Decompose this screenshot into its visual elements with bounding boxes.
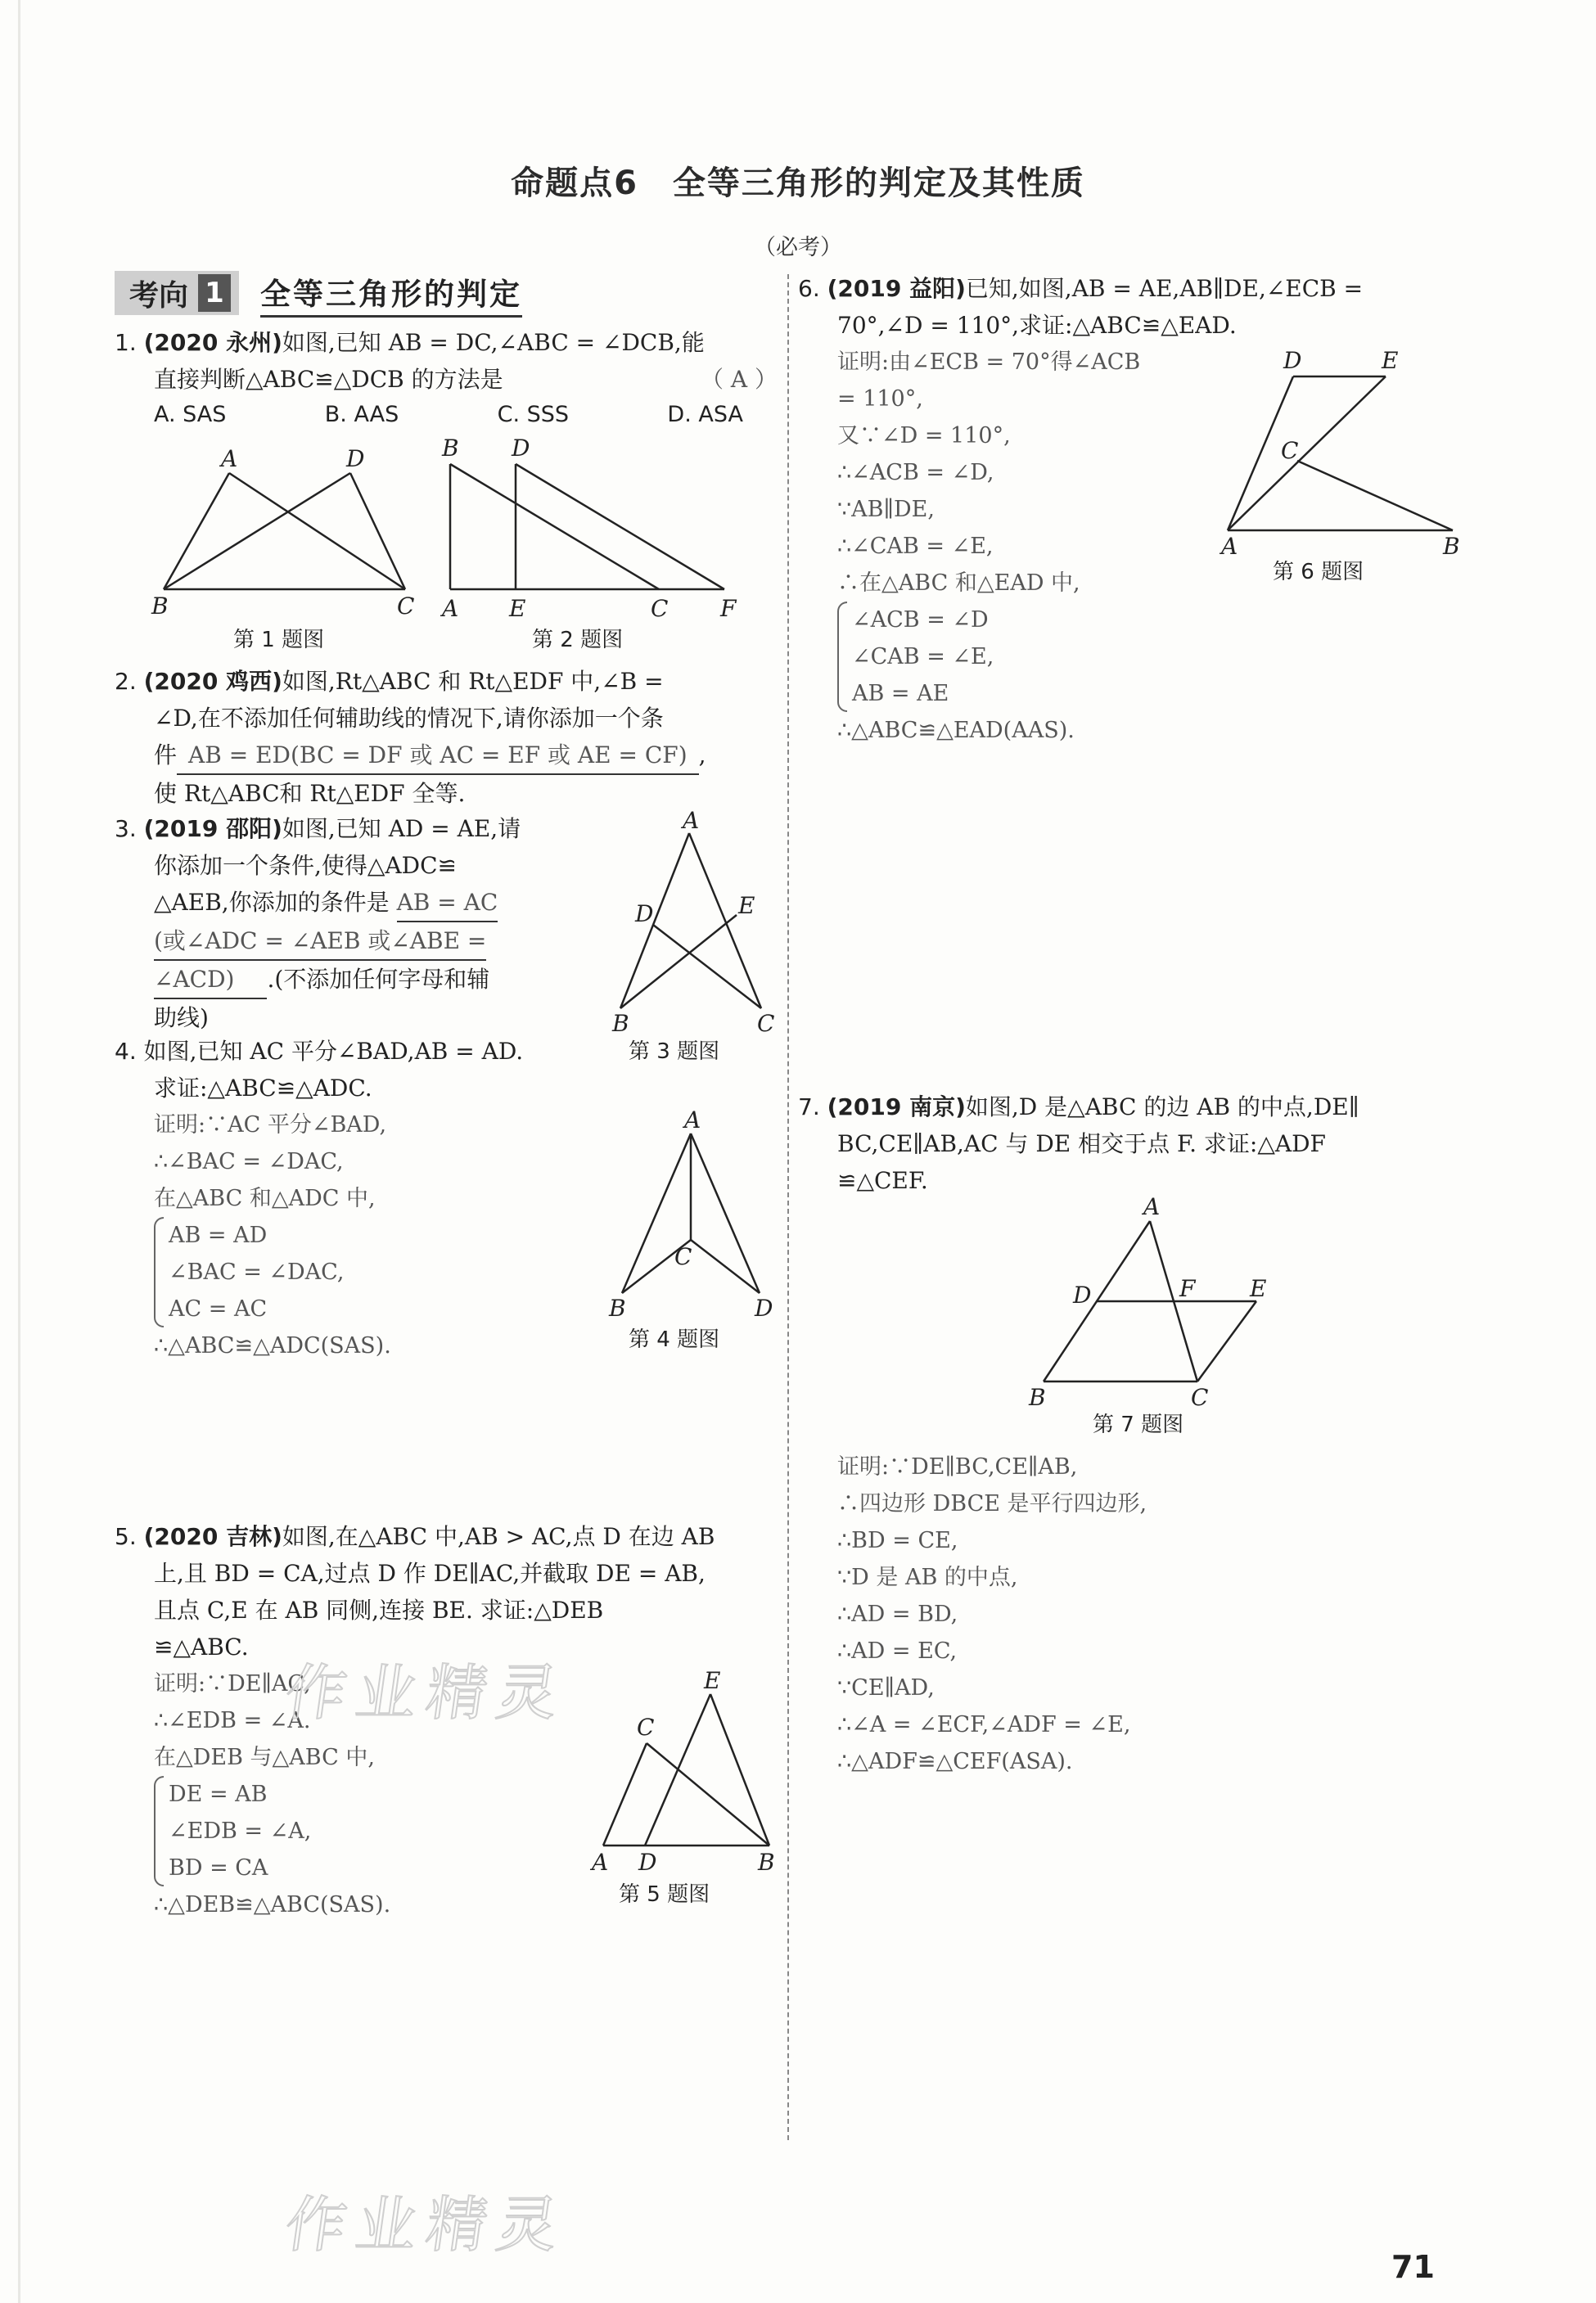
problem-text: ≌△ABC. [154,1634,249,1661]
label: F [720,595,737,622]
label: A [592,1849,609,1876]
proof-line: 在△ABC 和△ADC 中, [154,1186,376,1211]
problem-number: 6. [798,275,820,302]
section-title: 全等三角形的判定 [260,269,522,318]
label: B [758,1849,775,1876]
problem-text: 直接判断△ABC≌△DCB 的方法是 [154,366,503,393]
problem-1 [115,324,778,432]
problem-4 [115,1033,606,1364]
proof-conclusion: ∴△ABC≌△ADC(SAS). [154,1333,391,1359]
problem-7-proof [798,1449,1410,1780]
label: B [442,435,459,462]
watermark: 作业精灵 [281,2190,573,2260]
figure-caption: 第 4 题图 [629,1327,720,1352]
proof-line: ∴∠A = ∠ECF,∠ADF = ∠E, [837,1712,1131,1737]
problem-text: 如图,已知 AB = DC,∠ABC = ∠DCB,能 [282,329,705,356]
label: D [1073,1282,1092,1309]
label: C [1281,437,1299,464]
proof-conclusion: ∴△DEB≌△ABC(SAS). [154,1892,391,1918]
problem-source: (2020 永州) [143,329,282,356]
watermark: 作业精灵 [281,1658,573,1728]
answer-blank: AB = AC [397,884,498,922]
label: E [738,892,755,919]
proof-line: AB = AD [169,1223,268,1248]
proof-line: AC = AC [169,1296,268,1322]
proof-line: ∴BD = CE, [837,1528,958,1553]
problem-text: △AEB,你添加的条件是 [154,889,390,916]
brace-group [154,1217,606,1327]
problem-text: 如图,D 是△ABC 的边 AB 的中点,DE∥ [965,1093,1359,1120]
label: A [1221,533,1238,560]
figure-5 [589,1661,786,1915]
proof-conclusion: ∴△ABC≌△EAD(AAS). [837,718,1075,743]
proof-line: BD = CA [169,1855,268,1881]
left-column [115,270,778,432]
figure-caption: 第 2 题图 [532,628,624,652]
option-d: D. ASA [667,402,743,427]
figure-1 [147,442,426,655]
label: D [635,900,654,927]
problem-number: 2. [115,668,137,695]
proof-line: ∠EDB = ∠A, [169,1819,312,1844]
answer-blank: ∠ACD) [154,961,267,999]
label: B [151,593,169,620]
proof-line: ∴∠BAC = ∠DAC, [154,1149,344,1174]
label: C [674,1243,692,1270]
label: C [1191,1384,1209,1411]
proof-line: ∠ACB = ∠D [852,607,989,633]
label: A [684,1106,701,1133]
problem-number: 5. [115,1523,137,1550]
page-number: 71 [1391,2249,1435,2285]
figure-caption: 第 7 题图 [1093,1413,1184,1437]
page-edge [18,0,20,2303]
proof-line: 证明:由∠ECB = 70°得∠ACB [837,349,1141,375]
label: D [1283,347,1302,374]
label: E [704,1667,721,1694]
proof-line: 证明:∵AC 平分∠BAD, [154,1112,387,1138]
problem-text: , [698,741,706,768]
problem-source: (2019 邵阳) [143,815,282,842]
label: B [609,1295,626,1322]
column-divider [787,274,789,2140]
problem-text: 使 Rt△ABC和 Rt△EDF 全等. [154,780,466,807]
proof-line: ∠CAB = ∠E, [852,644,994,669]
figure-7 [1027,1197,1281,1442]
label: D [346,445,365,472]
label: A [442,595,459,622]
brace-icon [154,1776,164,1886]
answer-blank: AB = ED(BC = DF 或 AC = EF 或 AE = CF) [177,737,699,775]
figure-6 [1211,340,1473,593]
label: F [1179,1275,1196,1302]
problem-text: ∠D,在不添加任何辅助线的情况下,请你添加一个条 [154,705,664,732]
proof-line: ∠BAC = ∠DAC, [169,1260,345,1285]
proof-line: 证明:∵DE∥AC, [154,1671,311,1697]
problem-source: (2019 益阳) [827,275,966,302]
brace-group [837,602,1214,712]
label: C [637,1714,655,1741]
proof-line: ∴∠ACB = ∠D, [837,460,994,485]
section-header [115,270,778,316]
proof-line: ∴∠CAB = ∠E, [837,534,994,559]
problem-text: 上,且 BD = CA,过点 D 作 DE∥AC,并截取 DE = AB, [154,1560,706,1587]
proof-line: ∴∠EDB = ∠A. [154,1708,311,1733]
label: B [612,1010,629,1037]
figure-caption: 第 6 题图 [1273,560,1364,584]
figure-caption: 第 5 题图 [619,1882,710,1907]
label: C [397,593,415,620]
problem-text: 求证:△ABC≌△ADC. [154,1075,372,1102]
label: D [755,1295,773,1322]
problem-number: 7. [798,1093,820,1120]
option-b: B. AAS [324,402,399,427]
options [115,398,743,432]
option-c: C. SSS [497,402,570,427]
problem-source: (2020 吉林) [143,1523,282,1550]
problem-source: (2019 南京) [827,1093,966,1120]
problem-text: 如图,已知 AC 平分∠BAD,AB = AD. [143,1038,524,1065]
page-title: 命题点6 全等三角形的判定及其性质 [511,164,1085,202]
badge-number: 1 [198,274,231,312]
figure-2 [434,430,745,655]
proof-line: AB = AE [852,681,949,706]
proof-line: ∴AD = BD, [837,1602,958,1627]
problem-text: 已知,如图,AB = AE,AB∥DE,∠ECB = [965,275,1364,302]
proof-line: 证明:∵DE∥BC,CE∥AB, [837,1454,1078,1480]
problem-text: 如图,已知 AD = AE,请 [282,815,521,842]
figure-caption: 第 1 题图 [233,628,325,652]
brace-icon [154,1217,164,1327]
figure-caption: 第 3 题图 [629,1039,720,1064]
page-subtitle: （必考） [754,235,842,260]
label: D [512,435,530,462]
problem-3 [115,810,606,1036]
label: B [1029,1384,1046,1411]
problem-number: 4. [115,1038,137,1065]
problem-text: 件 [154,741,178,768]
option-a: A. SAS [154,402,227,427]
problem-text: .(不添加任何字母和辅 [267,966,490,993]
problem-text: 70°,∠D = 110°,求证:△ABC≌△EAD. [837,312,1237,339]
figure-4 [604,1105,784,1359]
problem-text: BC,CE∥AB,AC 与 DE 相交于点 F. 求证:△ADF [837,1130,1326,1157]
proof-line: ∴△ADF≌△CEF(ASA). [837,1749,1073,1774]
badge-label: 考向 [129,278,189,313]
label: B [1443,533,1460,560]
section-badge [115,271,239,315]
label: E [509,595,526,622]
proof-line: ∵D 是 AB 的中点, [837,1565,1018,1590]
problem-text: 如图,Rt△ABC 和 Rt△EDF 中,∠B = [282,668,664,695]
problem-number: 3. [115,815,137,842]
problem-text: ≌△CEF. [837,1167,928,1194]
proof-line: 在△DEB 与△ABC 中, [154,1745,375,1770]
problem-number: 1. [115,329,137,356]
label: E [1250,1275,1267,1302]
problem-text: 如图,在△ABC 中,AB > AC,点 D 在边 AB [282,1523,715,1550]
label: A [221,445,238,472]
label: C [651,595,669,622]
problem-2 [115,663,778,812]
problem-text: 你添加一个条件,使得△ADC≌ [154,852,457,879]
proof-line: ∴四边形 DBCE 是平行四边形, [837,1491,1147,1517]
answer: （ A ） [700,366,778,393]
problem-7 [798,1088,1469,1199]
proof-line: ∵AB∥DE, [837,497,935,522]
label: C [757,1010,775,1037]
label: E [1382,347,1399,374]
proof-line: ∴在△ABC 和△EAD 中, [837,570,1080,596]
answer-blank: (或∠ADC = ∠AEB 或∠ABE = [154,922,486,961]
problem-text: 且点 C,E 在 AB 同侧,连接 BE. 求证:△DEB [154,1597,604,1624]
label: A [1143,1197,1161,1220]
proof-line: = 110°, [837,386,923,412]
proof-line: ∵CE∥AD, [837,1675,935,1701]
label: A [683,810,700,834]
proof-line: DE = AB [169,1782,268,1807]
problem-source: (2020 鸡西) [143,668,282,695]
figure-3 [606,810,786,1072]
proof-line: ∴AD = EC, [837,1638,958,1664]
brace-icon [837,602,847,712]
label: D [638,1849,657,1876]
problem-text: 助线) [154,1004,209,1031]
proof-line: 又∵∠D = 110°, [837,423,1011,448]
